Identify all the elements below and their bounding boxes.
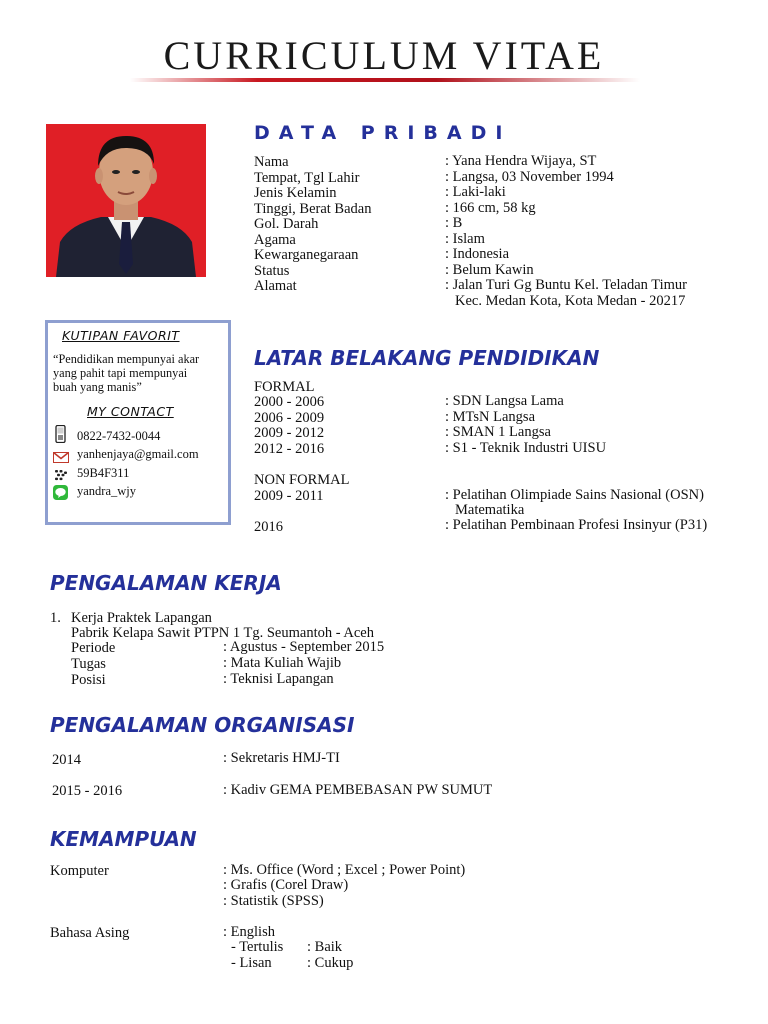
section-heading-kemampuan: KEMAMPUAN [50, 827, 197, 851]
personal-data-value: : Yana Hendra Wijaya, ST [445, 153, 597, 169]
quote-line: yang pahit tapi mempunyai [53, 366, 188, 380]
skill-label-komputer: Komputer [50, 863, 109, 879]
section-heading-organisasi: PENGALAMAN ORGANISASI [50, 713, 355, 737]
nonformal-value: : Pelatihan Olimpiade Sains Nasional (OSN) [445, 487, 704, 503]
personal-data-value: : B [445, 215, 463, 231]
work-item-number: 1. [50, 610, 61, 626]
nonformal-value: : Pelatihan Pembinaan Profesi Insinyur (P31) [445, 517, 708, 533]
work-detail-value: : Agustus - September 2015 [223, 639, 385, 655]
personal-data-label: Gol. Darah [254, 216, 319, 232]
personal-data-value: : Belum Kawin [445, 261, 534, 278]
skill-item: : Ms. Office (Word ; Excel ; Power Point) [223, 862, 466, 878]
quote-line: buah yang manis” [53, 380, 142, 394]
language-item: : English [223, 924, 275, 940]
formal-education-label: 2006 - 2009 [254, 409, 325, 426]
org-role: : Sekretaris HMJ-TI [223, 750, 340, 766]
section-heading-pendidikan: LATAR BELAKANG PENDIDIKAN [254, 346, 600, 370]
address-line-2: Kec. Medan Kota, Kota Medan - 20217 [455, 293, 686, 309]
title-underline [130, 78, 640, 82]
formal-education-label: 2009 - 2012 [254, 425, 325, 441]
section-heading-data-pribadi: DATA PRIBADI [254, 122, 512, 144]
bbm-icon [54, 468, 68, 486]
quote-contact-box [45, 320, 231, 525]
nonformal-value-cont: Matematika [455, 502, 525, 518]
personal-data-label: Kewarganegaraan [254, 247, 359, 263]
email-icon [53, 450, 69, 468]
org-year: 2014 [52, 752, 81, 768]
skill-label-bahasa: Bahasa Asing [50, 925, 130, 941]
skill-item: : Statistik (SPSS) [223, 893, 324, 909]
personal-data-value: : Islam [445, 230, 485, 247]
org-year: 2015 - 2016 [52, 783, 123, 799]
section-heading-kerja: PENGALAMAN KERJA [50, 571, 282, 595]
formal-education-value: : MTsN Langsa [445, 408, 536, 425]
nonformal-period: 2016 [254, 519, 283, 535]
line-id: yandra_wjy [77, 484, 137, 498]
formal-education-value: : S1 - Teknik Industri UISU [445, 439, 607, 456]
work-detail-label: Periode [71, 640, 116, 656]
line-icon [53, 485, 68, 505]
personal-data-label: Tinggi, Berat Badan [254, 200, 372, 217]
favorite-quote [53, 352, 227, 394]
page-title: CURRICULUM VITAE [163, 33, 605, 78]
nonformal-label: NON FORMAL [254, 472, 350, 488]
personal-data-value: : Langsa, 03 November 1994 [445, 168, 614, 185]
personal-data-label: Status [254, 262, 290, 279]
work-detail-value: : Mata Kuliah Wajib [223, 655, 342, 671]
personal-data-value: : Laki-laki [445, 184, 506, 200]
personal-data-label: Nama [254, 154, 289, 170]
formal-education-label: 2000 - 2006 [254, 394, 325, 410]
formal-education-value: : SMAN 1 Langsa [445, 424, 551, 440]
language-mode: - Tertulis [231, 939, 284, 955]
skill-item: : Grafis (Corel Draw) [223, 877, 349, 893]
phone-number: 0822-7432-0044 [77, 429, 161, 443]
formal-education-label: 2012 - 2016 [254, 440, 325, 457]
email-address: yanhenjaya@gmail.com [77, 447, 199, 461]
quote-line: “Pendidikan mempunyai akar [53, 352, 200, 366]
work-detail-value: : Teknisi Lapangan [223, 671, 334, 687]
personal-data-value: : Indonesia [445, 246, 510, 262]
profile-photo [46, 124, 206, 277]
language-level: : Cukup [307, 955, 354, 971]
personal-data-label: Tempat, Tgl Lahir [254, 169, 360, 186]
language-level: : Baik [307, 939, 343, 955]
org-role: : Kadiv GEMA PEMBEBASAN PW SUMUT [223, 782, 493, 798]
formal-education-value: : SDN Langsa Lama [445, 393, 564, 409]
contact-heading: MY CONTACT [87, 404, 174, 419]
nonformal-period: 2009 - 2011 [254, 488, 324, 504]
personal-data-value: : 166 cm, 58 kg [445, 199, 536, 216]
personal-data-label: Alamat [254, 278, 297, 294]
phone-icon [54, 425, 67, 448]
formal-label: FORMAL [254, 379, 315, 395]
bbm-pin: 59B4F311 [77, 466, 130, 480]
personal-data-label: Jenis Kelamin [254, 185, 337, 201]
personal-data-value: : Jalan Turi Gg Buntu Kel. Teladan Timur [445, 277, 688, 293]
work-item-place: Pabrik Kelapa Sawit PTPN 1 Tg. Seumantoh - Aceh [71, 625, 374, 641]
work-item-title: Kerja Praktek Lapangan [71, 610, 212, 626]
quote-heading: KUTIPAN FAVORIT [62, 328, 180, 343]
personal-data-label: Agama [254, 231, 296, 248]
work-detail-label: Posisi [71, 672, 106, 688]
work-detail-label: Tugas [71, 656, 106, 672]
language-mode: - Lisan [231, 955, 272, 971]
